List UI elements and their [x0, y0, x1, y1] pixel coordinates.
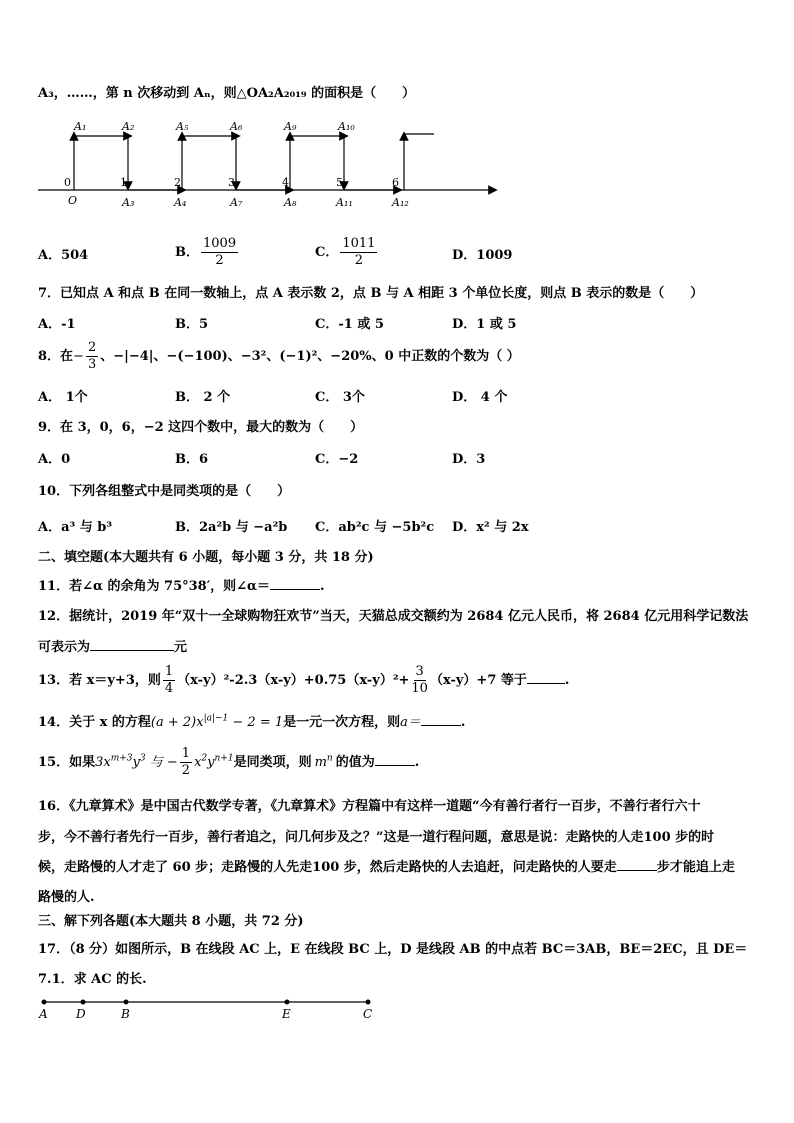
- q16-line2: 步，今不善行者先行一百步，善行者追之，问几何步及之？”这是一道行程问题，意思是说：走路快的人走100 步的时: [38, 830, 715, 845]
- q7-option-b: B．5: [175, 317, 209, 332]
- q13-text: 13．若 x＝y+3，则 $\frac{1}{4}$ （x-y）²-2.3（x-y）+0.75（x-y）²+ $\frac{3}{10}$ （x-y）+7 等于 .: [38, 664, 570, 696]
- q6-option-b: B． $\frac{1009}{2}$: [175, 236, 237, 268]
- label-a11: A₁₁: [336, 196, 353, 209]
- q16-line4: 路慢的人.: [38, 890, 95, 905]
- tick-2: 2: [174, 176, 181, 189]
- point-e: [285, 1000, 290, 1005]
- point-c: [366, 1000, 371, 1005]
- q10-option-d: D．x² 与 2x: [452, 520, 529, 535]
- q10-option-a: A．a³ 与 b³: [38, 520, 113, 535]
- label-a6: A₆: [230, 120, 243, 133]
- q9-option-b: B．6: [175, 452, 209, 467]
- q6-text: A₃，……，第 n 次移动到 Aₙ，则△OA₂A₂₀₁₉ 的面积是（ ）: [38, 86, 416, 101]
- q8-option-c: C． 3个: [315, 390, 365, 405]
- tick-4: 4: [282, 176, 289, 189]
- q14-blank: [421, 713, 461, 726]
- q9-text: 9．在 3，0，6，−2 这四个数中，最大的数为（ ）: [38, 420, 364, 435]
- label-c: C: [363, 1007, 373, 1021]
- q7-option-c: C．-1 或 5: [315, 317, 384, 332]
- label-a1: A₁: [74, 120, 87, 133]
- point-b: [124, 1000, 129, 1005]
- label-a4: A₄: [174, 196, 187, 209]
- tick-5: 5: [336, 176, 343, 189]
- label-a5: A₅: [176, 120, 189, 133]
- label-e: E: [282, 1007, 291, 1021]
- q7-option-d: D．1 或 5: [452, 317, 517, 332]
- label-a3: A₃: [122, 196, 135, 209]
- q8-text: 8．在− $\frac{2}{3}$ 、−|−4|、−(−100)、−3²、(−1)²、−20%、0 中正数的个数为（ ）: [38, 340, 520, 372]
- q17-line2: 7.1．求 AC 的长.: [38, 972, 147, 987]
- q6-option-d: D．1009: [452, 248, 513, 263]
- tick-3: 3: [228, 176, 235, 189]
- label-a: A: [39, 1007, 48, 1021]
- q12-line2: 可表示为 元: [38, 640, 188, 655]
- tick-0: 0: [64, 176, 71, 189]
- q16-line3: 候，走路慢的人才走了 60 步；走路慢的人先走100 步，然后走路快的人去追赶，问走路快的人要走 步才能追上走: [38, 860, 735, 875]
- q8-option-a: A． 1个: [38, 390, 88, 405]
- q9-option-a: A．0: [38, 452, 71, 467]
- q15-blank: [375, 753, 415, 766]
- q15-text: 15．如果$3x^{m+3}y^3$ 与 − $\frac{1}{2}$ $x^2y^{n+1}$是同类项，则 $m^n$ 的值为 .: [38, 746, 420, 778]
- q6-figure: [38, 112, 508, 212]
- q12-blank: [90, 638, 174, 651]
- point-d: [81, 1000, 86, 1005]
- point-a: [42, 1000, 47, 1005]
- q10-text: 10．下列各组整式中是同类项的是（ ）: [38, 484, 291, 499]
- q9-option-d: D．3: [452, 452, 486, 467]
- q16-blank: [617, 858, 657, 871]
- q10-option-c: C．ab²c 与 −5b²c: [315, 520, 435, 535]
- tick-1: 1: [120, 176, 127, 189]
- label-b: B: [121, 1007, 130, 1021]
- q8-option-d: D． 4 个: [452, 390, 508, 405]
- q17-segment-figure: [36, 994, 386, 1028]
- section-2-heading: 二、填空题(本大题共有 6 小题，每小题 3 分，共 18 分): [38, 550, 374, 565]
- q16-line1: 16．《九章算术》是中国古代数学专著，《九章算术》方程篇中有这样一道题“今有善行者行一百步，不善行者行六十: [38, 799, 701, 814]
- q17-line1: 17．（8 分）如图所示，B 在线段 AC 上，E 在线段 BC 上，D 是线段 AB 的中点若 BC＝3AB，BE＝2EC，且 DE＝: [38, 942, 748, 957]
- label-a10: A₁₀: [338, 120, 355, 133]
- label-d: D: [76, 1007, 86, 1021]
- q7-text: 7．已知点 A 和点 B 在同一数轴上，点 A 表示数 2，点 B 与 A 相距 3 个单位长度，则点 B 表示的数是（ ）: [38, 286, 704, 301]
- label-a2: A₂: [122, 120, 135, 133]
- q11-text: 11．若∠α 的余角为 75°38′，则∠α＝ .: [38, 579, 325, 594]
- label-a7: A₇: [230, 196, 243, 209]
- label-o: O: [68, 194, 78, 207]
- q11-blank: [270, 577, 320, 590]
- q13-blank: [527, 671, 565, 684]
- q7-option-a: A．-1: [38, 317, 76, 332]
- tick-6: 6: [392, 176, 399, 189]
- label-a12: A₁₂: [392, 196, 409, 209]
- q8-option-b: B． 2 个: [175, 390, 231, 405]
- label-a9: A₉: [284, 120, 297, 133]
- q9-option-c: C．−2: [315, 452, 359, 467]
- q6-option-a: A．504: [38, 248, 89, 263]
- q6-option-c: C． $\frac{1011}{2}$: [315, 236, 376, 268]
- q14-text: 14．关于 x 的方程$(a + 2)x^{|a|-1} - 2 = 1$是一元一次方程，则a＝ .: [38, 713, 466, 730]
- q12-line1: 12．据统计，2019 年“双十一全球购物狂欢节”当天，天猫总成交额约为 2684 亿元人民币，将 2684 亿元用科学记数法: [38, 609, 749, 624]
- q10-option-b: B．2a²b 与 −a²b: [175, 520, 288, 535]
- label-a8: A₈: [284, 196, 297, 209]
- section-3-heading: 三、解下列各题(本大题共 8 小题，共 72 分): [38, 914, 304, 929]
